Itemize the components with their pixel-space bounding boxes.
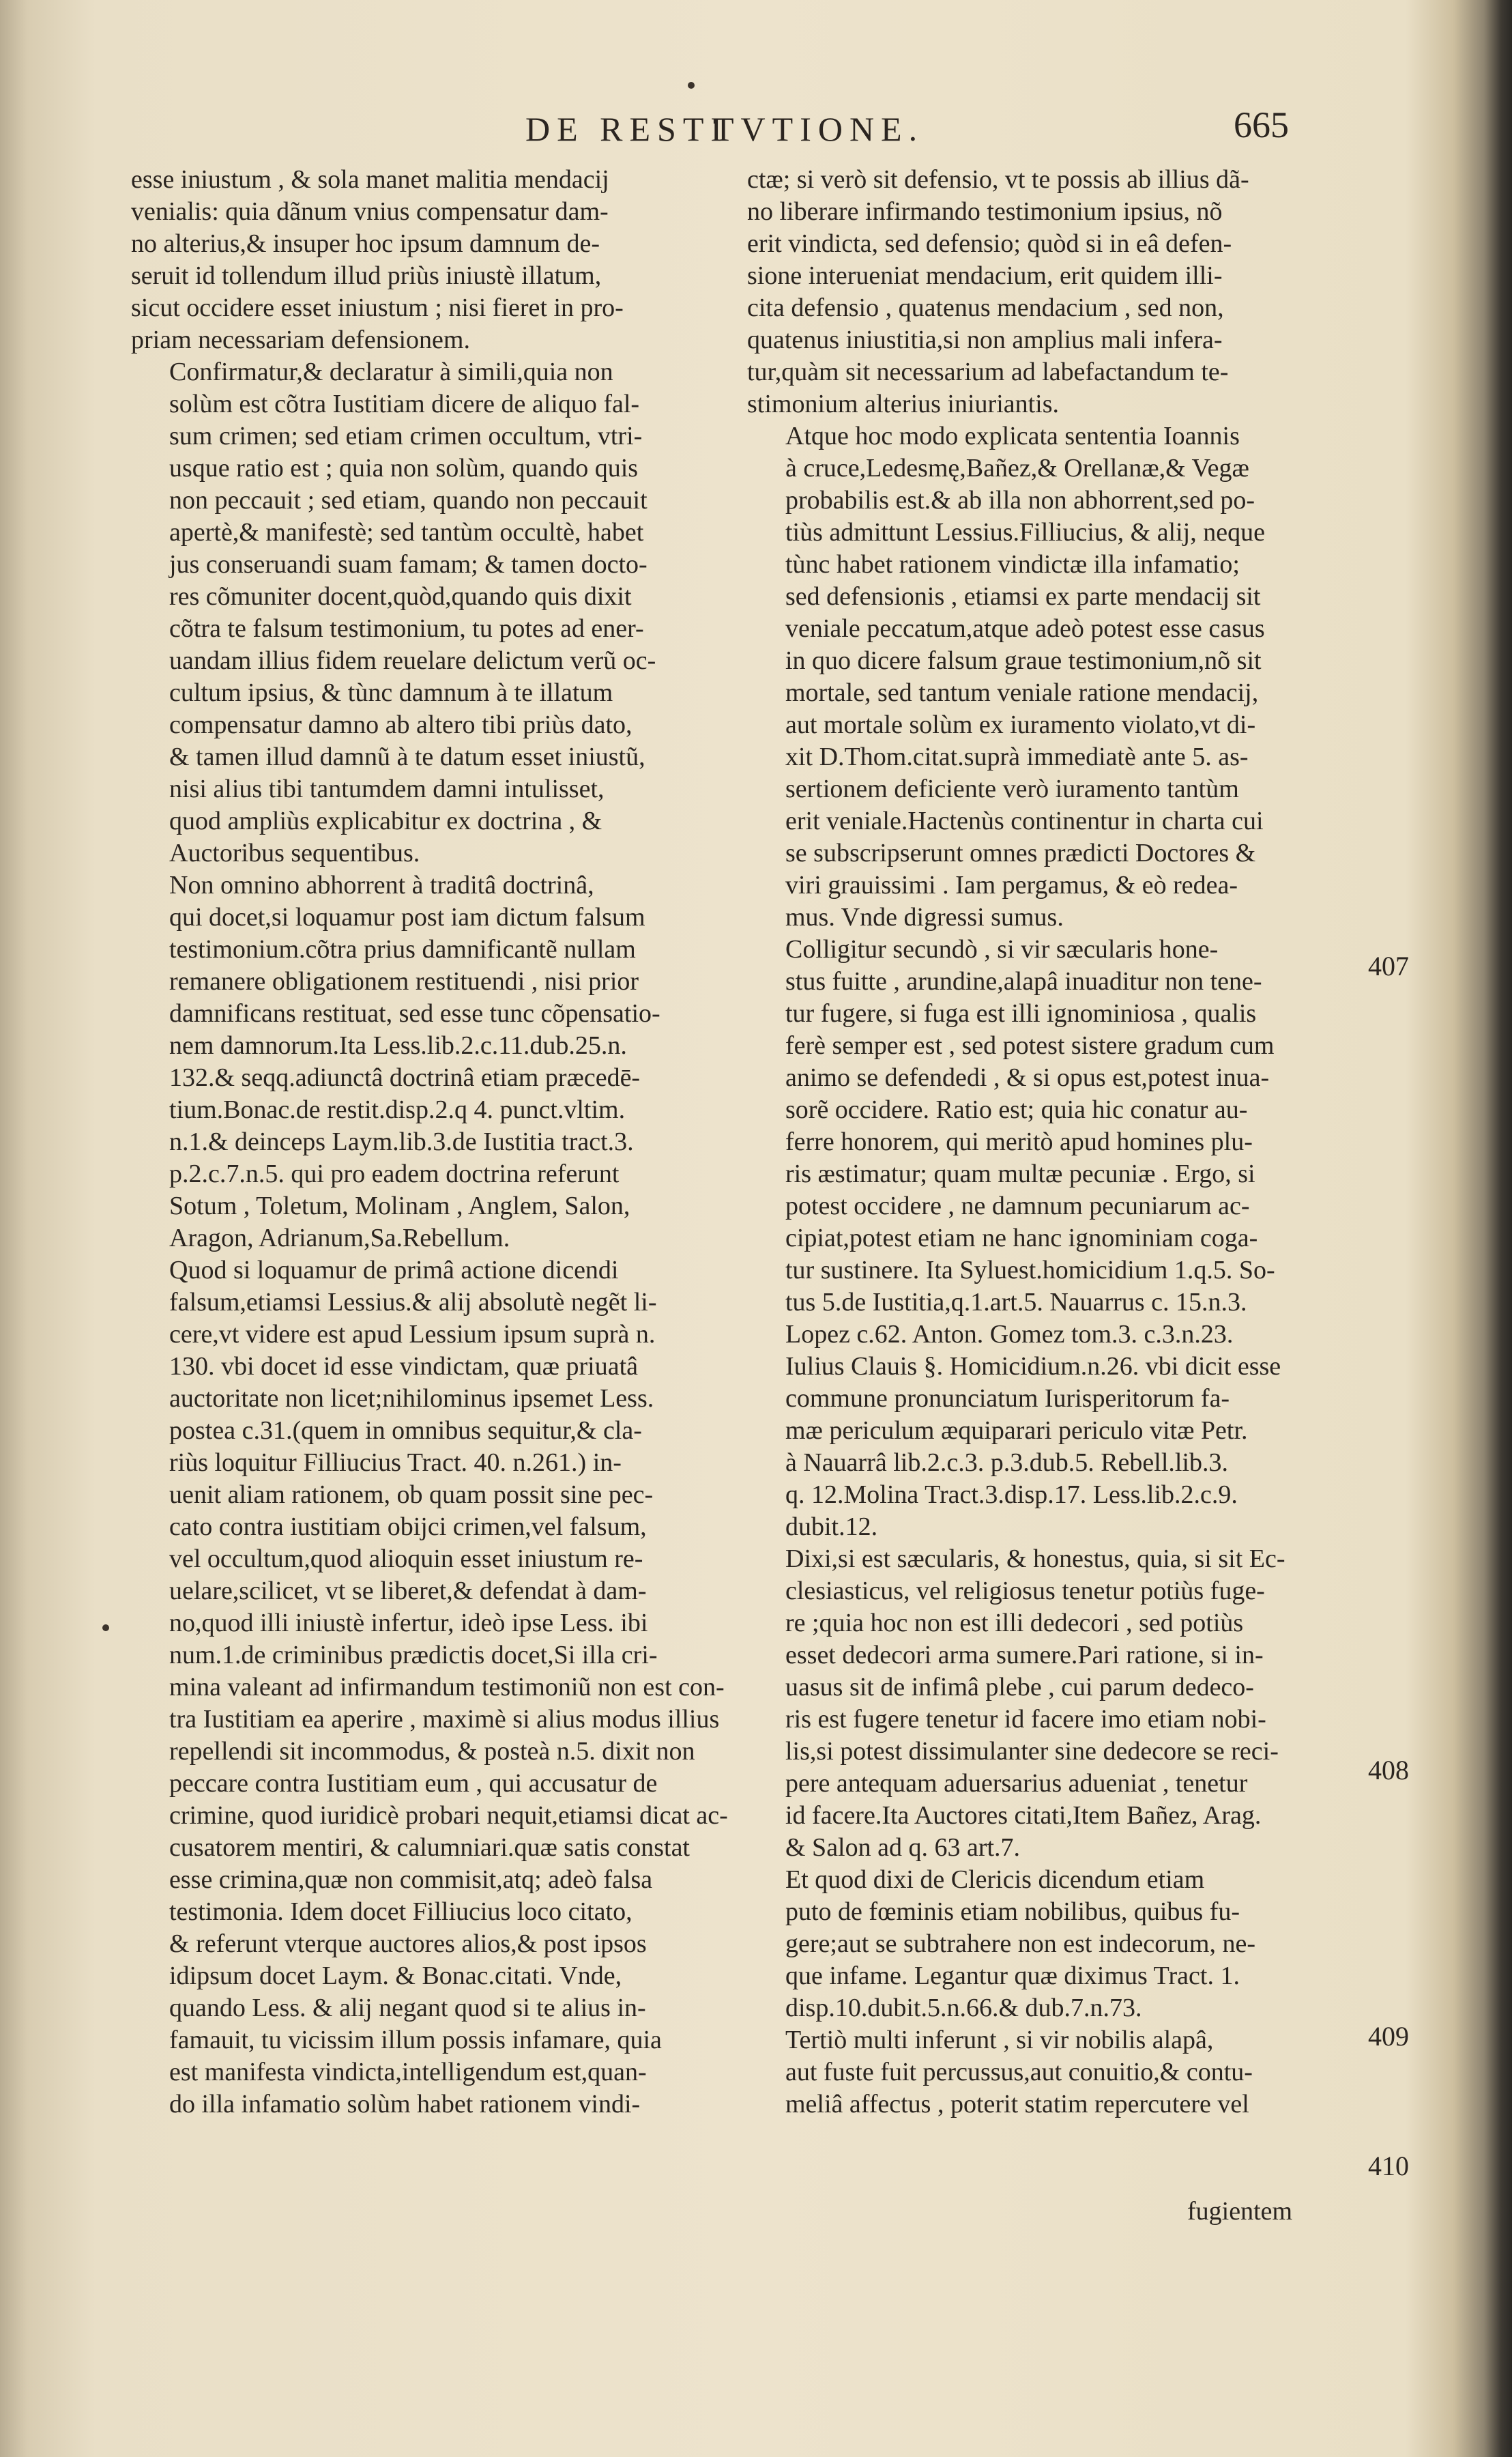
text-line: & tamen illud damnũ à te datum esset iniustũ,	[169, 743, 645, 771]
text-line: jus conseruandi suam famam; & tamen docto-	[169, 550, 648, 579]
text-line: est manifesta vindicta,intelligendum est,quan-	[169, 2058, 647, 2086]
margin-number: 408	[1368, 1755, 1409, 1785]
text-line: Dixi,si est sæcularis, & honestus, quia, si sit Ec-	[785, 1544, 1285, 1573]
text-line: sorẽ occidere. Ratio est; quia hic conatur au-	[785, 1095, 1248, 1124]
text-line: quando Less. & alij negant quod si te alius in-	[169, 1994, 646, 2022]
text-line: disp.10.dubit.5.n.66.& dub.7.n.73.	[785, 1994, 1142, 2022]
margin-number: 407	[1368, 951, 1409, 981]
text-line: apertè,& manifestè; sed tantùm occultè, habet	[169, 518, 644, 547]
text-line: no alterius,& insuper hoc ipsum damnum de-	[131, 229, 600, 258]
text-line: Non omnino abhorrent à traditâ doctrinâ,	[169, 871, 594, 900]
text-line: meliâ affectus , poterit statim repercutere vel	[785, 2090, 1249, 2118]
paragraph	[747, 934, 1354, 1543]
text-line: vel occultum,quod alioquin esset iniustum re-	[169, 1544, 643, 1573]
text-line: Auctoribus sequentibus.	[169, 839, 420, 867]
margin-number: 409	[1368, 2021, 1409, 2052]
ink-mark	[102, 1624, 109, 1631]
paragraph	[747, 2024, 1354, 2121]
text-line: clesiasticus, vel religiosus tenetur potiùs fuge-	[785, 1577, 1265, 1605]
text-line: crimine, quod iuridicè probari nequit,etiamsi dicat ac-	[169, 1801, 728, 1830]
text-line: uelare,scilicet, vt se liberet,& defendat à dam-	[169, 1577, 647, 1605]
right-column	[747, 164, 1354, 2121]
text-line: uasus sit de infimâ plebe , cui parum dedeco-	[785, 1673, 1254, 1701]
text-line: sione interueniat mendacium, erit quidem illi-	[747, 261, 1223, 290]
text-line: id facere.Ita Auctores citati,Item Bañez, Arag.	[785, 1801, 1262, 1830]
text-line: quod ampliùs explicabitur ex doctrina , &	[169, 807, 602, 835]
text-line: ferè semper est , sed potest sistere gradum cum	[785, 1031, 1275, 1060]
text-line: & referunt vterque auctores alios,& post ipsos	[169, 1929, 647, 1958]
paragraph	[131, 356, 745, 870]
text-line: commune pronunciatum Iurisperitorum fa-	[785, 1384, 1230, 1413]
text-line: cõtra te falsum testimonium, tu potes ad ener-	[169, 614, 644, 643]
text-line: damnificans restituat, sed esse tunc cõpensatio-	[169, 999, 660, 1028]
text-line: no liberare infirmando testimonium ipsius, nõ	[747, 197, 1223, 226]
text-line: Lopez c.62. Anton. Gomez tom.3. c.3.n.23.	[785, 1320, 1234, 1349]
text-line: à Nauarrâ lib.2.c.3. p.3.dub.5. Rebell.lib.3.	[785, 1448, 1229, 1477]
text-line: in quo dicere falsum graue testimonium,nõ sit	[785, 646, 1262, 675]
text-line: mina valeant ad infirmandum testimoniũ non est con-	[169, 1673, 725, 1701]
text-line: puto de fœminis etiam nobilibus, quibus fu-	[785, 1897, 1240, 1926]
text-line: nem damnorum.Ita Less.lib.2.c.11.dub.25.n.	[169, 1031, 627, 1060]
text-line: probabilis est.& ab illa non abhorrent,sed po-	[785, 486, 1255, 515]
text-line: falsum,etiamsi Lessius.& alij absolutè negẽt li-	[169, 1288, 657, 1317]
text-line: erit veniale.Hactenùs continentur in charta cui	[785, 807, 1264, 835]
text-line: tium.Bonac.de restit.disp.2.q 4. punct.vltim.	[169, 1095, 626, 1124]
text-line: cita defensio , quatenus mendacium , sed non,	[747, 293, 1224, 322]
text-line: 130. vbi docet id esse vindictam, quæ priuatâ	[169, 1352, 639, 1381]
paragraph	[747, 1864, 1354, 2024]
text-line: esse crimina,quæ non commisit,atq; adeò falsa	[169, 1865, 653, 1894]
text-line: esse iniustum , & sola manet malitia mendacij	[131, 165, 609, 194]
text-line: ctæ; si verò sit defensio, vt te possis ab illius dã-	[747, 165, 1249, 194]
paragraph	[747, 1543, 1354, 1864]
text-line: Iulius Clauis §. Homicidium.n.26. vbi dicit esse	[785, 1352, 1281, 1381]
text-line: peccare contra Iustitiam eum , qui accusatur de	[169, 1769, 658, 1798]
text-line: animo se defendedi , & si opus est,potest inua-	[785, 1063, 1270, 1092]
text-line: stimonium alterius iniuriantis.	[747, 390, 1060, 418]
text-line: testimonia. Idem docet Filliucius loco citato,	[169, 1897, 633, 1926]
text-line: Sotum , Toletum, Molinam , Anglem, Salon,	[169, 1192, 630, 1220]
text-line: sertionem deficiente verò iuramento tantùm	[785, 775, 1239, 803]
text-line: do illa infamatio solùm habet rationem vindi-	[169, 2090, 641, 2118]
text-line: sed defensionis , etiamsi ex parte mendacij sit	[785, 582, 1261, 611]
text-line: tra Iustitiam ea aperire , maximè si alius modus illius	[169, 1705, 720, 1734]
margin-number: 410	[1368, 2151, 1409, 2181]
running-head	[0, 104, 1512, 164]
text-line: testimonium.cõtra prius damnificantẽ nullam	[169, 935, 636, 964]
text-line: lis,si potest dissimulanter sine dedecore se reci-	[785, 1737, 1279, 1766]
text-line: seruit id tollendum illud priùs iniustè illatum,	[131, 261, 602, 290]
text-line: riùs loquitur Filliucius Tract. 40. n.261.) in-	[169, 1448, 622, 1477]
text-line: esset dedecori arma sumere.Pari ratione, si in-	[785, 1641, 1264, 1669]
text-line: ferre honorem, qui meritò apud homines plu-	[785, 1127, 1253, 1156]
text-line: Quod si loquamur de primâ actione dicendi	[169, 1256, 619, 1284]
text-line: usque ratio est ; quia non solùm, quando quis	[169, 454, 639, 483]
text-line: venialis: quia dãnum vnius compensatur dam-	[131, 197, 609, 226]
text-line: famauit, tu vicissim illum possis infamare, quia	[169, 2026, 662, 2054]
text-line: cere,vt videre est apud Lessium ipsum suprà n.	[169, 1320, 656, 1349]
text-line: tùnc habet rationem vindictæ illa infamatio;	[785, 550, 1240, 579]
text-line: viri grauissimi . Iam pergamus, & eò redea-	[785, 871, 1238, 900]
text-line: Et quod dixi de Clericis dicendum etiam	[785, 1865, 1205, 1894]
text-line: aut fuste fuit percussus,aut conuitio,& contu-	[785, 2058, 1253, 2086]
text-line: num.1.de criminibus prædictis docet,Si illa cri-	[169, 1641, 658, 1669]
text-line: & Salon ad q. 63 art.7.	[785, 1833, 1021, 1862]
text-line: potest occidere , ne damnum pecuniarum ac-	[785, 1192, 1250, 1220]
text-line: se subscripserunt omnes prædicti Doctores &	[785, 839, 1256, 867]
text-line: xit D.Thom.citat.suprà immediatè ante 5. as-	[785, 743, 1249, 771]
left-column	[131, 164, 745, 2121]
paragraph	[747, 164, 1354, 420]
text-line: nisi alius tibi tantumdem damni intulisset,	[169, 775, 605, 803]
text-line: que infame. Legantur quæ diximus Tract. 1.	[785, 1962, 1240, 1990]
text-line: cusatorem mentiri, & calumniari.quæ satis constat	[169, 1833, 690, 1862]
text-line: uenit aliam rationem, ob quam possit sine pec-	[169, 1480, 654, 1509]
text-line: ris æstimatur; quam multæ pecuniæ . Ergo, si	[785, 1160, 1255, 1188]
text-line: compensatur damno ab altero tibi priùs dato,	[169, 710, 633, 739]
text-line: remanere obligationem restituendi , nisi prior	[169, 967, 639, 996]
text-line: sicut occidere esset iniustum ; nisi fieret in pro-	[131, 293, 624, 322]
text-line: pere antequam aduersarius adueniat , tenetur	[785, 1769, 1248, 1798]
text-line: Atque hoc modo explicata sententia Ioannis	[785, 422, 1240, 450]
text-line: cipiat,potest etiam ne hanc ignominiam coga-	[785, 1224, 1258, 1252]
text-line: priam necessariam defensionem.	[131, 326, 470, 354]
text-line: postea c.31.(quem in omnibus sequitur,& cla-	[169, 1416, 642, 1445]
text-line: mus. Vnde digressi sumus.	[785, 903, 1064, 932]
text-line: gere;aut se subtrahere non est indecorum, ne-	[785, 1929, 1256, 1958]
paragraph	[131, 164, 745, 356]
text-line: mortale, sed tantum veniale ratione mendacij,	[785, 678, 1259, 707]
text-line: Confirmatur,& declaratur à simili,quia non	[169, 358, 613, 386]
text-line: tur fugere, si fuga est illi ignominiosa , qualis	[785, 999, 1257, 1028]
text-line: dubit.12.	[785, 1512, 878, 1541]
text-line: non peccauit ; sed etiam, quando non peccauit	[169, 486, 648, 515]
text-line: veniale peccatum,atque adeò potest esse casus	[785, 614, 1265, 643]
text-line: erit vindicta, sed defensio; quòd si in eâ defen-	[747, 229, 1232, 258]
text-line: Aragon, Adrianum,Sa.Rebellum.	[169, 1224, 510, 1252]
text-line: idipsum docet Laym. & Bonac.citati. Vnde,	[169, 1962, 622, 1990]
text-line: no,quod illi iniustè infertur, ideò ipse Less. ibi	[169, 1609, 648, 1637]
text-line: tur sustinere. Ita Syluest.homicidium 1.q.5. So-	[785, 1256, 1275, 1284]
text-line: cato contra iustitiam obijci crimen,vel falsum,	[169, 1512, 647, 1541]
text-line: solùm est cõtra Iustitiam dicere de aliquo fal-	[169, 390, 640, 418]
ink-mark	[688, 82, 695, 89]
text-line: n.1.& deinceps Laym.lib.3.de Iustitia tract.3.	[169, 1127, 634, 1156]
text-line: tiùs admittunt Lessius.Filliucius, & alij, neque	[785, 518, 1265, 547]
text-line: qui docet,si loquamur post iam dictum falsum	[169, 903, 645, 932]
text-line: repellendi sit incommodus, & posteà n.5. dixit non	[169, 1737, 695, 1766]
catchword: fugientem	[1187, 2197, 1293, 2226]
text-line: cultum ipsius, & tùnc damnum à te illatum	[169, 678, 613, 707]
paragraph	[131, 1254, 745, 2121]
text-line: à cruce,Ledesmę,Bañez,& Orellanæ,& Vegæ	[785, 454, 1249, 483]
text-line: 132.& seqq.adiunctâ doctrinâ etiam præcedē-	[169, 1063, 641, 1092]
running-head-left: DE RESTI	[525, 110, 729, 148]
text-line: uandam illius fidem reuelare delictum verũ oc-	[169, 646, 656, 675]
text-line: res cõmuniter docent,quòd,quando quis dixit	[169, 582, 632, 611]
text-line: sum crimen; sed etiam crimen occultum, vtri-	[169, 422, 643, 450]
text-line: aut mortale solùm ex iuramento violato,vt di-	[785, 710, 1256, 739]
text-line: Colligitur secundò , si vir sæcularis hone-	[785, 935, 1219, 964]
text-line: quatenus iniustitia,si non amplius mali infera-	[747, 326, 1223, 354]
text-line: mæ periculum æquiparari periculo vitæ Petr.	[785, 1416, 1248, 1445]
text-line: Tertiò multi inferunt , si vir nobilis alapâ,	[785, 2026, 1214, 2054]
text-line: p.2.c.7.n.5. qui pro eadem doctrina referunt	[169, 1160, 620, 1188]
paragraph	[747, 420, 1354, 934]
running-head-right: TVTIONE.	[713, 110, 925, 148]
text-line: ris est fugere tenetur id facere imo etiam nobi-	[785, 1705, 1266, 1734]
text-line: auctoritate non licet;nihilominus ipsemet Less.	[169, 1384, 654, 1413]
paragraph	[131, 870, 745, 1254]
text-line: re ;quia hoc non est illi dedecori , sed potiùs	[785, 1609, 1244, 1637]
text-line: stus fuitte , arundine,alapâ inuaditur non tene-	[785, 967, 1262, 996]
text-line: q. 12.Molina Tract.3.disp.17. Less.lib.2.c.9.	[785, 1480, 1238, 1509]
page-number: 665	[1234, 104, 1289, 145]
text-line: tus 5.de Iustitia,q.1.art.5. Nauarrus c. 15.n.3.	[785, 1288, 1247, 1317]
text-line: tur,quàm sit necessarium ad labefactandum te-	[747, 358, 1229, 386]
